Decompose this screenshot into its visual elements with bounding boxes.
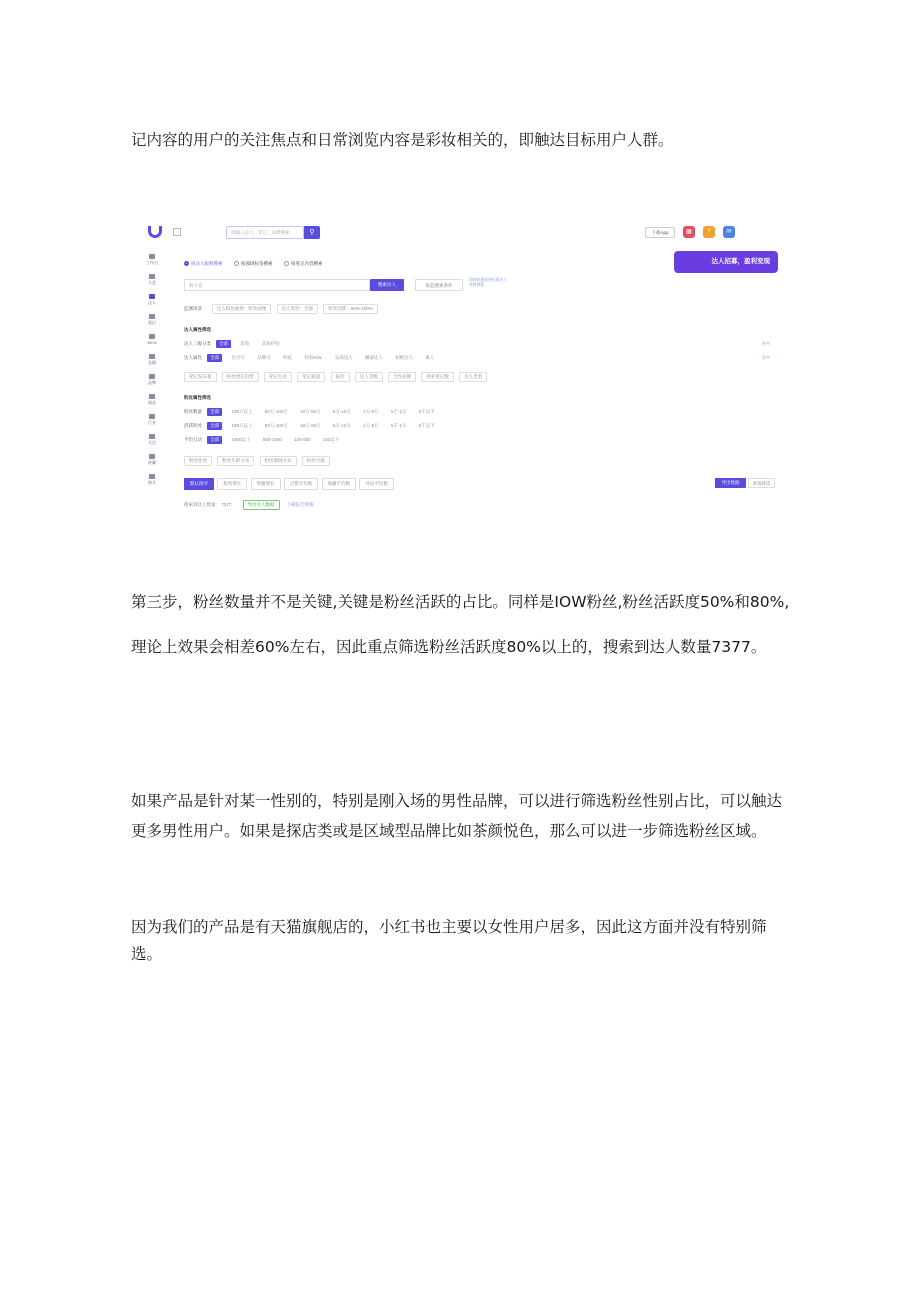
filter-chip[interactable]: 官方号 (231, 355, 246, 360)
sidebar-item[interactable]: 工作台 (142, 254, 162, 266)
radio-search-by-tag[interactable]: 按领域标签搜索 (234, 261, 273, 267)
filter-row: 达人属性 全部 官方号 品牌号 明星 知名KOL 头部达人 腰部达人 初级达人 素人 (184, 354, 442, 362)
filter-row: 活跃粉丝 全部 100万以上 50万-100万 10万-50万 5万-10万 1万-5万 5千-1万 5千以下 (184, 422, 443, 430)
attr-select[interactable]: 商业笔记数 (421, 372, 454, 382)
filter-row: 平均互动 全部 1000以上 500-1000 100-500 100以下 (184, 436, 347, 444)
search-icon[interactable]: ⚲ (304, 226, 320, 239)
filter-chip[interactable]: 美妆护肤 (261, 341, 280, 346)
top-bar (140, 218, 780, 248)
filter-chip[interactable]: 素人 (425, 355, 435, 360)
monitor-row: 监测场景： 达人粉丝画像：粉丝画像 达人类型：全部 粉丝活跃：80%-100% (184, 304, 382, 314)
paragraph-gender: 如果产品是针对某一性别的，特别是刚入场的男性品牌，可以进行筛选粉丝性别占比，可以触达更多男性用户。如果是探店类或是区域型品牌比如茶颜悦色，那么可以进一步筛选粉丝区域。 (131, 792, 783, 840)
more-link[interactable]: 更多 (762, 341, 770, 346)
filter-chip[interactable]: 5万-10万 (332, 423, 351, 428)
filter-chip[interactable]: 明星 (283, 355, 293, 360)
attr-select[interactable]: 达人类型 (459, 372, 487, 382)
paragraph-intro: 记内容的用户的关注焦点和日常浏览内容是彩妆相关的，即触达目标用户人群。 (131, 131, 674, 149)
sidebar-item[interactable]: 笔记 (142, 314, 162, 326)
attr-select[interactable]: 报价 (331, 372, 350, 382)
keyword-input[interactable]: 粉卡安 (184, 279, 370, 291)
sort-tab[interactable]: 收藏平均数 (322, 478, 357, 490)
sidebar (140, 248, 164, 518)
sort-tab[interactable]: 粉丝增长 (217, 478, 247, 490)
filter-row: 达人二级分类 全部 彩妆 美妆护肤 (184, 340, 288, 348)
monitor-select[interactable]: 达人类型：全部 (277, 304, 319, 314)
filter-chip[interactable]: 100万以上 (231, 409, 253, 414)
sidebar-item[interactable]: 大盘 (142, 274, 162, 286)
filter-chip[interactable]: 1万-5万 (363, 423, 379, 428)
attr-select[interactable]: 合作品牌 (388, 372, 416, 382)
search-influencer-button[interactable]: 搜索达人 (370, 279, 404, 291)
sort-tab[interactable]: 默认排序 (184, 478, 214, 490)
main-panel (170, 248, 780, 518)
sidebar-item[interactable]: 收藏 (142, 454, 162, 466)
filter-chip[interactable]: 5千-1万 (390, 423, 407, 428)
recruit-banner[interactable]: 达人招募，盈利变现 (674, 251, 778, 273)
attr-select[interactable]: 笔记质量 (297, 372, 325, 382)
embedded-screenshot (140, 218, 780, 518)
more-link[interactable]: 更多 (762, 355, 770, 360)
menu-collapse-icon[interactable] (173, 228, 181, 236)
filter-chip[interactable]: 彩妆 (240, 341, 250, 346)
fans-select[interactable]: 粉丝年龄分布 (217, 456, 254, 466)
download-app-button[interactable]: 下载App (645, 227, 675, 238)
sidebar-item[interactable]: 达人 (142, 294, 162, 306)
sidebar-item[interactable]: 关注 (142, 434, 162, 446)
sort-tab[interactable]: 评论平均数 (359, 478, 394, 490)
sidebar-item[interactable]: 直播 (142, 354, 162, 366)
filter-chip[interactable]: 初级达人 (395, 355, 414, 360)
sidebar-item[interactable]: 购买 (142, 474, 162, 486)
attr-select[interactable]: 笔记发布量 (184, 372, 217, 382)
monitor-select[interactable]: 粉丝活跃：80%-100% (323, 304, 378, 314)
sort-tab[interactable]: 点赞平均数 (284, 478, 319, 490)
result-count: 7377 (221, 502, 232, 507)
filter-chip[interactable]: 全部 (207, 408, 222, 416)
fans-select[interactable]: 粉丝地域分布 (260, 456, 297, 466)
attr-select[interactable]: 笔记互动 (264, 372, 292, 382)
sidebar-item[interactable]: 行业 (142, 414, 162, 426)
export-button[interactable]: 导出数据 (715, 478, 746, 488)
filter-chip[interactable]: 10万-50万 (300, 409, 321, 414)
help-links (469, 278, 507, 288)
filter-chip[interactable]: 全部 (207, 354, 222, 362)
filter-chip[interactable]: 全部 (216, 340, 231, 348)
global-search-input[interactable]: 请输入达人、笔记、品牌搜索 (226, 226, 304, 239)
tutorial-link[interactable]: 使用教程 (469, 283, 485, 287)
filter-chip[interactable]: 5千-1万 (390, 409, 407, 414)
section-title: 达人属性筛选 (184, 327, 211, 332)
filter-chip[interactable]: 100以下 (322, 437, 340, 442)
logo-icon (148, 226, 162, 238)
result-summary (184, 500, 314, 510)
sidebar-item[interactable]: 商品 (142, 394, 162, 406)
result-label: 搜索到达人数量： (184, 502, 220, 507)
reset-button[interactable]: 重置筛选 (748, 478, 775, 488)
sidebar-item[interactable]: 品牌 (142, 374, 162, 386)
radio-search-by-name[interactable]: 按达人昵称搜索 (184, 261, 223, 267)
sidebar-item[interactable]: MCN (142, 334, 162, 345)
filter-chip[interactable]: 头部达人 (334, 355, 353, 360)
apps-icon[interactable]: ▦ (683, 226, 695, 238)
filter-chip[interactable]: 全部 (207, 422, 222, 430)
filter-chip[interactable]: 500-1000 (262, 437, 282, 442)
fans-select-row (184, 456, 334, 466)
help-link[interactable]: 如何快速找到优质达人 (469, 278, 507, 282)
section-title: 粉丝属性筛选 (184, 395, 211, 400)
filter-chip[interactable]: 10万-50万 (300, 423, 321, 428)
filter-row: 粉丝数量 全部 100万以上 50万-100万 10万-50万 5万-10万 1万-5万 5千-1万 5千以下 (184, 408, 443, 416)
filter-chip[interactable]: 1000以上 (231, 437, 251, 442)
radio-search-by-content[interactable]: 按笔记内容搜索 (284, 261, 323, 267)
toggle-conditions-button[interactable]: 收起搜索条件 (415, 279, 463, 291)
paragraph-conclusion: 因为我们的产品是有天猫旗舰店的，小红书也主要以女性用户居多，因此这方面并没有特别筛选。 (131, 918, 767, 963)
sort-tabs (184, 478, 396, 490)
attr-select[interactable]: 达人等级 (355, 372, 383, 382)
filter-chip[interactable]: 1万-5万 (363, 409, 379, 414)
message-icon[interactable]: ✉ (723, 226, 735, 238)
sort-tab[interactable]: 赞藏增长 (251, 478, 281, 490)
fans-select[interactable]: 粉丝兴趣 (302, 456, 330, 466)
filter-chip[interactable]: 50万-100万 (264, 423, 288, 428)
filter-chip[interactable]: 品牌号 (257, 355, 271, 360)
filter-chip[interactable]: 全部 (207, 436, 222, 444)
paragraph-step3: 第三步，粉丝数量并不是关键,关键是粉丝活跃的占比。同样是IOW粉丝,粉丝活跃度50%和80%,理论上效果会相差60%左右，因此重点筛选粉丝活跃度80%以上的，搜索到达人数量7377。 (131, 593, 790, 656)
filter-chip[interactable]: 5万-10万 (332, 409, 351, 414)
attr-select-row (184, 372, 491, 382)
attr-select[interactable]: 粉丝增长趋势 (222, 372, 259, 382)
filter-chip[interactable]: 100万以上 (231, 423, 253, 428)
filter-chip[interactable]: 50万-100万 (264, 409, 288, 414)
filter-chip[interactable]: 100-500 (294, 437, 311, 442)
filter-chip[interactable]: 知名KOL (304, 355, 323, 360)
help-icon[interactable]: ? (703, 226, 715, 238)
export-note-button[interactable]: 导出达人数据 (243, 500, 280, 510)
monitor-select[interactable]: 达人粉丝画像：粉丝画像 (212, 304, 272, 314)
filter-chip[interactable]: 5千以下 (418, 423, 435, 428)
download-report-link[interactable]: 下载报告模板 (286, 502, 314, 507)
fans-select[interactable]: 粉丝性别 (184, 456, 212, 466)
filter-chip[interactable]: 腰部达人 (364, 355, 383, 360)
filter-chip[interactable]: 5千以下 (418, 409, 435, 414)
